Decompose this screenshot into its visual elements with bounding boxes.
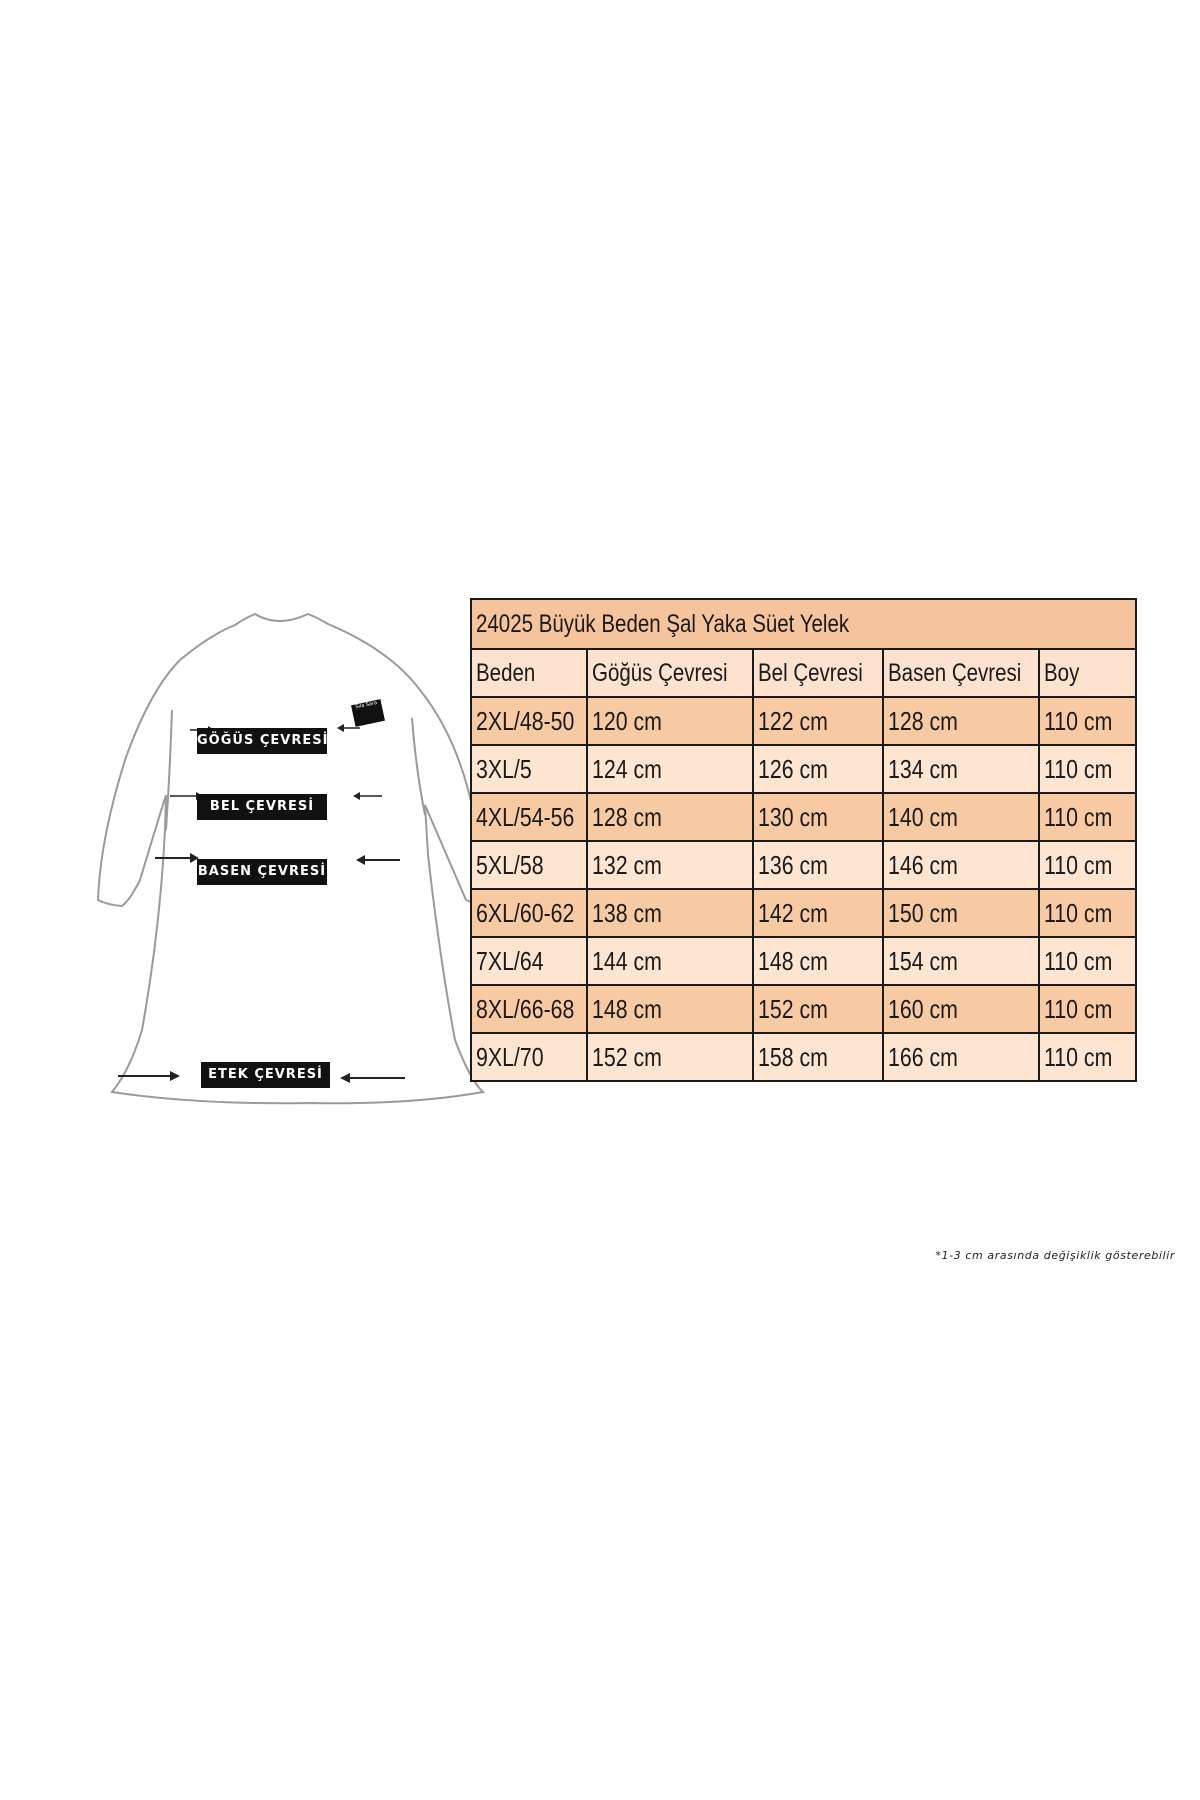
column-header: Göğüs Çevresi [587, 649, 753, 697]
table-cell: 110 cm [1039, 937, 1136, 985]
table-cell: 6XL/60-62 [471, 889, 587, 937]
table-cell: 110 cm [1039, 1033, 1136, 1081]
footnote: *1-3 cm arasında değişiklik gösterebilir [935, 1249, 1175, 1262]
table-cell: 150 cm [883, 889, 1039, 937]
table-row [471, 985, 1136, 1033]
size-table [470, 598, 1137, 1082]
table-header-row [471, 649, 1136, 697]
table-cell: 126 cm [753, 745, 883, 793]
chest-measure-label: GÖĞÜS ÇEVRESİ [197, 728, 327, 754]
table-cell: 132 cm [587, 841, 753, 889]
table-row [471, 841, 1136, 889]
table-cell: 148 cm [587, 985, 753, 1033]
table-cell: 124 cm [587, 745, 753, 793]
table-title: 24025 Büyük Beden Şal Yaka Süet Yelek [471, 599, 1136, 649]
dress-outline-icon [60, 600, 460, 1110]
column-header: Boy [1039, 649, 1136, 697]
table-cell: 128 cm [587, 793, 753, 841]
table-cell: 110 cm [1039, 889, 1136, 937]
table-cell: 130 cm [753, 793, 883, 841]
table-row [471, 745, 1136, 793]
table-cell: 110 cm [1039, 745, 1136, 793]
table-row [471, 889, 1136, 937]
table-cell: 152 cm [753, 985, 883, 1033]
garment-diagram [60, 600, 460, 1110]
table-cell: 110 cm [1039, 697, 1136, 745]
table-row [471, 937, 1136, 985]
table-cell: 142 cm [753, 889, 883, 937]
table-cell: 4XL/54-56 [471, 793, 587, 841]
table-cell: 122 cm [753, 697, 883, 745]
table-cell: 110 cm [1039, 985, 1136, 1033]
table-cell: 154 cm [883, 937, 1039, 985]
hem-measure-label: ETEK ÇEVRESİ [201, 1062, 330, 1088]
table-cell: 144 cm [587, 937, 753, 985]
column-header: Bel Çevresi [753, 649, 883, 697]
table-cell: 160 cm [883, 985, 1039, 1033]
table-cell: 166 cm [883, 1033, 1039, 1081]
table-row [471, 697, 1136, 745]
table-cell: 138 cm [587, 889, 753, 937]
column-header: Beden [471, 649, 587, 697]
arrow-left-icon [356, 855, 400, 865]
table-row [471, 793, 1136, 841]
table-cell: 134 cm [883, 745, 1039, 793]
table-cell: 110 cm [1039, 793, 1136, 841]
table-cell: 146 cm [883, 841, 1039, 889]
hip-measure-label: BASEN ÇEVRESİ [197, 859, 327, 885]
table-cell: 9XL/70 [471, 1033, 587, 1081]
table-cell: 7XL/64 [471, 937, 587, 985]
arrow-right-icon [155, 853, 199, 863]
arrow-right-icon [118, 1071, 180, 1081]
table-cell: 8XL/66-68 [471, 985, 587, 1033]
table-cell: 140 cm [883, 793, 1039, 841]
table-cell: 152 cm [587, 1033, 753, 1081]
column-header: Basen Çevresi [883, 649, 1039, 697]
table-cell: 158 cm [753, 1033, 883, 1081]
table-cell: 2XL/48-50 [471, 697, 587, 745]
waist-measure-label: BEL ÇEVRESİ [197, 794, 327, 820]
arrow-left-icon [340, 1073, 405, 1083]
table-cell: 128 cm [883, 697, 1039, 745]
table-cell: 3XL/5 [471, 745, 587, 793]
table-cell: 148 cm [753, 937, 883, 985]
table-cell: 136 cm [753, 841, 883, 889]
table-cell: 110 cm [1039, 841, 1136, 889]
table-cell: 120 cm [587, 697, 753, 745]
brand-tag: Sıla Sara [351, 699, 385, 727]
table-cell: 5XL/58 [471, 841, 587, 889]
arrow-left-icon [353, 792, 382, 800]
table-row [471, 1033, 1136, 1081]
